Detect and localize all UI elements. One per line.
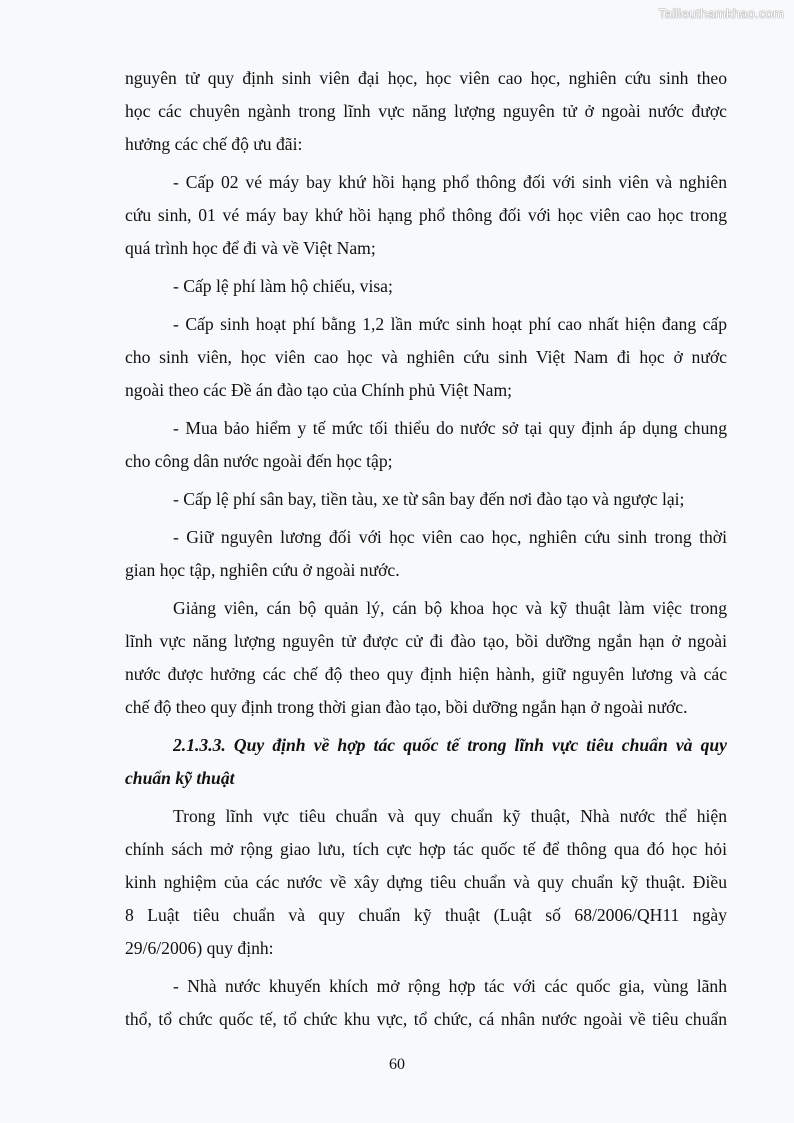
paragraph: [125, 521, 727, 587]
document-body: [125, 62, 727, 1041]
paragraph: [125, 483, 727, 516]
paragraph: [125, 308, 727, 407]
paragraph: [125, 592, 727, 724]
text-line: chế độ theo quy định trong thời gian đào tạo, bồi dưỡng ngắn hạn ở ngoài nước.: [125, 697, 688, 717]
text-line: - Mua bảo hiểm y tế mức tối thiểu do nước sở tại quy định áp dụng chung: [173, 418, 727, 438]
paragraph: [125, 166, 727, 265]
text-line: lĩnh vực năng lượng nguyên tử được cử đi đào tạo, bồi dưỡng ngắn hạn ở ngoài: [125, 631, 727, 651]
paragraph: [125, 800, 727, 965]
text-line: chuẩn kỹ thuật: [125, 768, 235, 788]
text-line: 29/6/2006) quy định:: [125, 938, 274, 958]
text-line: Trong lĩnh vực tiêu chuẩn và quy chuẩn kỹ thuật, Nhà nước thể hiện: [173, 806, 727, 826]
text-line: nguyên tử quy định sinh viên đại học, học viên cao học, nghiên cứu sinh theo: [125, 68, 727, 88]
text-line: 2.1.3.3. Quy định về hợp tác quốc tế trong lĩnh vực tiêu chuẩn và quy: [173, 735, 727, 755]
watermark: Tailieuthamkhao.com: [658, 6, 784, 21]
text-line: - Giữ nguyên lương đối với học viên cao học, nghiên cứu sinh trong thời: [173, 527, 727, 547]
paragraph: [125, 270, 727, 303]
text-line: 8 Luật tiêu chuẩn và quy chuẩn kỹ thuật (Luật số 68/2006/QH11 ngày: [125, 905, 727, 925]
text-line: - Nhà nước khuyến khích mở rộng hợp tác với các quốc gia, vùng lãnh: [173, 976, 727, 996]
text-line: - Cấp lệ phí sân bay, tiền tàu, xe từ sân bay đến nơi đào tạo và ngược lại;: [173, 489, 685, 509]
text-line: cho công dân nước ngoài đến học tập;: [125, 451, 393, 471]
paragraph: [125, 970, 727, 1036]
text-line: - Cấp 02 vé máy bay khứ hồi hạng phổ thông đối với sinh viên và nghiên: [173, 172, 727, 192]
text-line: chính sách mở rộng giao lưu, tích cực hợp tác quốc tế để thông qua đó học hỏi: [125, 839, 727, 859]
text-line: ngoài theo các Đề án đào tạo của Chính phủ Việt Nam;: [125, 380, 513, 400]
text-line: - Cấp lệ phí làm hộ chiếu, visa;: [173, 276, 393, 296]
paragraph: [125, 62, 727, 161]
text-line: Giảng viên, cán bộ quản lý, cán bộ khoa học và kỹ thuật làm việc trong: [173, 598, 727, 618]
text-line: - Cấp sinh hoạt phí bằng 1,2 lần mức sinh hoạt phí cao nhất hiện đang cấp: [173, 314, 727, 334]
section-heading: [125, 729, 727, 795]
text-line: hưởng các chế độ ưu đãi:: [125, 134, 303, 154]
text-line: gian học tập, nghiên cứu ở ngoài nước.: [125, 560, 400, 580]
page-number: 60: [389, 1056, 405, 1073]
text-line: học các chuyên ngành trong lĩnh vực năng lượng nguyên tử ở ngoài nước được: [125, 101, 727, 121]
text-line: nước được hưởng các chế độ theo quy định hiện hành, giữ nguyên lương và các: [125, 664, 727, 684]
text-line: quá trình học để đi và về Việt Nam;: [125, 238, 376, 258]
text-line: cứu sinh, 01 vé máy bay khứ hồi hạng phổ thông đối với học viên cao học trong: [125, 205, 727, 225]
text-line: thổ, tổ chức quốc tế, tổ chức khu vực, tổ chức, cá nhân nước ngoài về tiêu chuẩn: [125, 1009, 727, 1029]
text-line: cho sinh viên, học viên cao học và nghiên cứu sinh Việt Nam đi học ở nước: [125, 347, 727, 367]
text-line: kinh nghiệm của các nước về xây dựng tiêu chuẩn và quy chuẩn kỹ thuật. Điều: [125, 872, 727, 892]
paragraph: [125, 412, 727, 478]
